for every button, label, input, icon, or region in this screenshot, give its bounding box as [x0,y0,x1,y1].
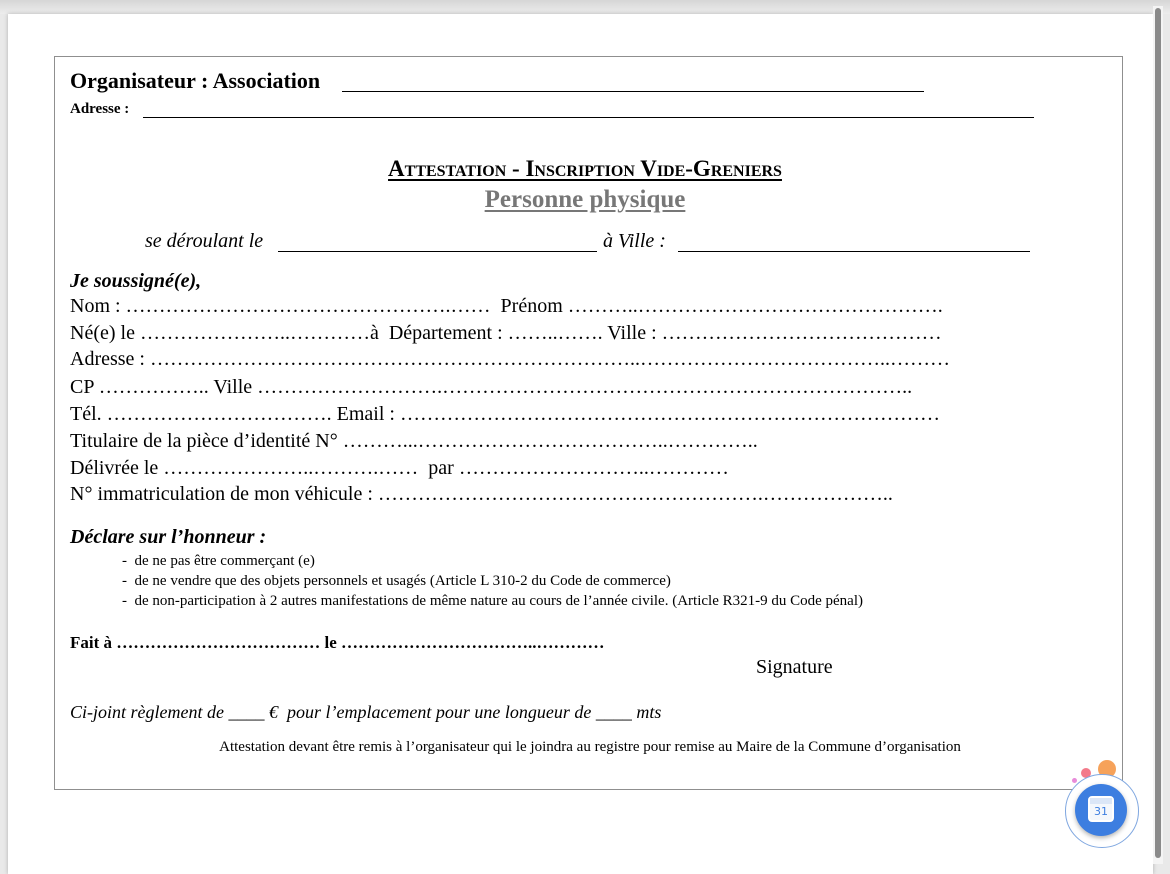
birth-line: Né(e) le …………………..…………à Département : ……..……. Ville : …………………………………… [70,322,942,344]
decor-dot-small [1072,778,1077,783]
name-line: Nom : ………………………………………….…… Prénom ………..………………………………………. [70,295,943,317]
address-line: Adresse : ………………………………………………………………..………………………………..……… [70,348,950,370]
id-document-line: Titulaire de la pièce d’identité N° ………...………………………………..………….. [70,430,758,452]
vehicle-registration-line: N° immatriculation de mon véhicule : ………………………………………………….……………….. [70,483,893,505]
vertical-scrollbar[interactable] [1153,6,1163,864]
event-date-blank [278,251,597,252]
event-date-label: se déroulant le [145,230,264,252]
event-city-label: à Ville : [603,230,666,252]
postal-code-line: CP …………….. Ville ……………………….…………………………………………………………….. [70,376,913,398]
made-at-line: Fait à ……………………………… le ……………………………..………… [70,633,605,652]
calendar-button[interactable] [1075,784,1127,836]
address-blank-line [143,117,1034,118]
form-title [0,156,1170,182]
scrollbar-thumb[interactable] [1155,8,1161,858]
footer-note: Attestation devant être remis à l’organisateur qui le joindra au registre pour remise au Maire de la Commune d’organisation [219,739,961,755]
declaration-item: - de non-participation à 2 autres manifestations de même nature au cours de l’année civile. (Article R321-9 du Code pénal) [122,593,863,609]
form-subtitle [0,186,1170,214]
declaration-heading: Déclare sur l’honneur : [70,526,267,548]
identity-heading: Je soussigné(e), [70,270,202,292]
issued-line: Délivrée le …………………..……….…… par ………………………..………… [70,457,729,479]
organizer-blank-line [342,91,924,92]
calendar-icon [1088,796,1114,822]
declaration-list [122,551,863,611]
form-subtitle-text: Personne physique [484,186,686,213]
calendar-day: 31 [1094,805,1108,818]
declaration-item: - de ne vendre que des objets personnels et usagés (Article L 310-2 du Code de commerce) [122,573,671,589]
calendar-widget[interactable] [1062,760,1142,850]
address-label: Adresse : [70,101,130,117]
payment-line: Ci-joint règlement de ____ € pour l’emplacement pour une longueur de ____ mts [70,702,662,722]
organizer-label: Organisateur : Association [70,68,321,93]
phone-email-line: Tél. ……………………………. Email : ……………………………………………………………………… [70,403,940,425]
form-title-text: Attestation - Inscription Vide-Greniers [388,156,782,181]
signature-label: Signature [756,656,833,678]
window-top-edge [0,0,1170,14]
event-city-blank [678,251,1030,252]
declaration-item: - de ne pas être commerçant (e) [122,553,315,569]
